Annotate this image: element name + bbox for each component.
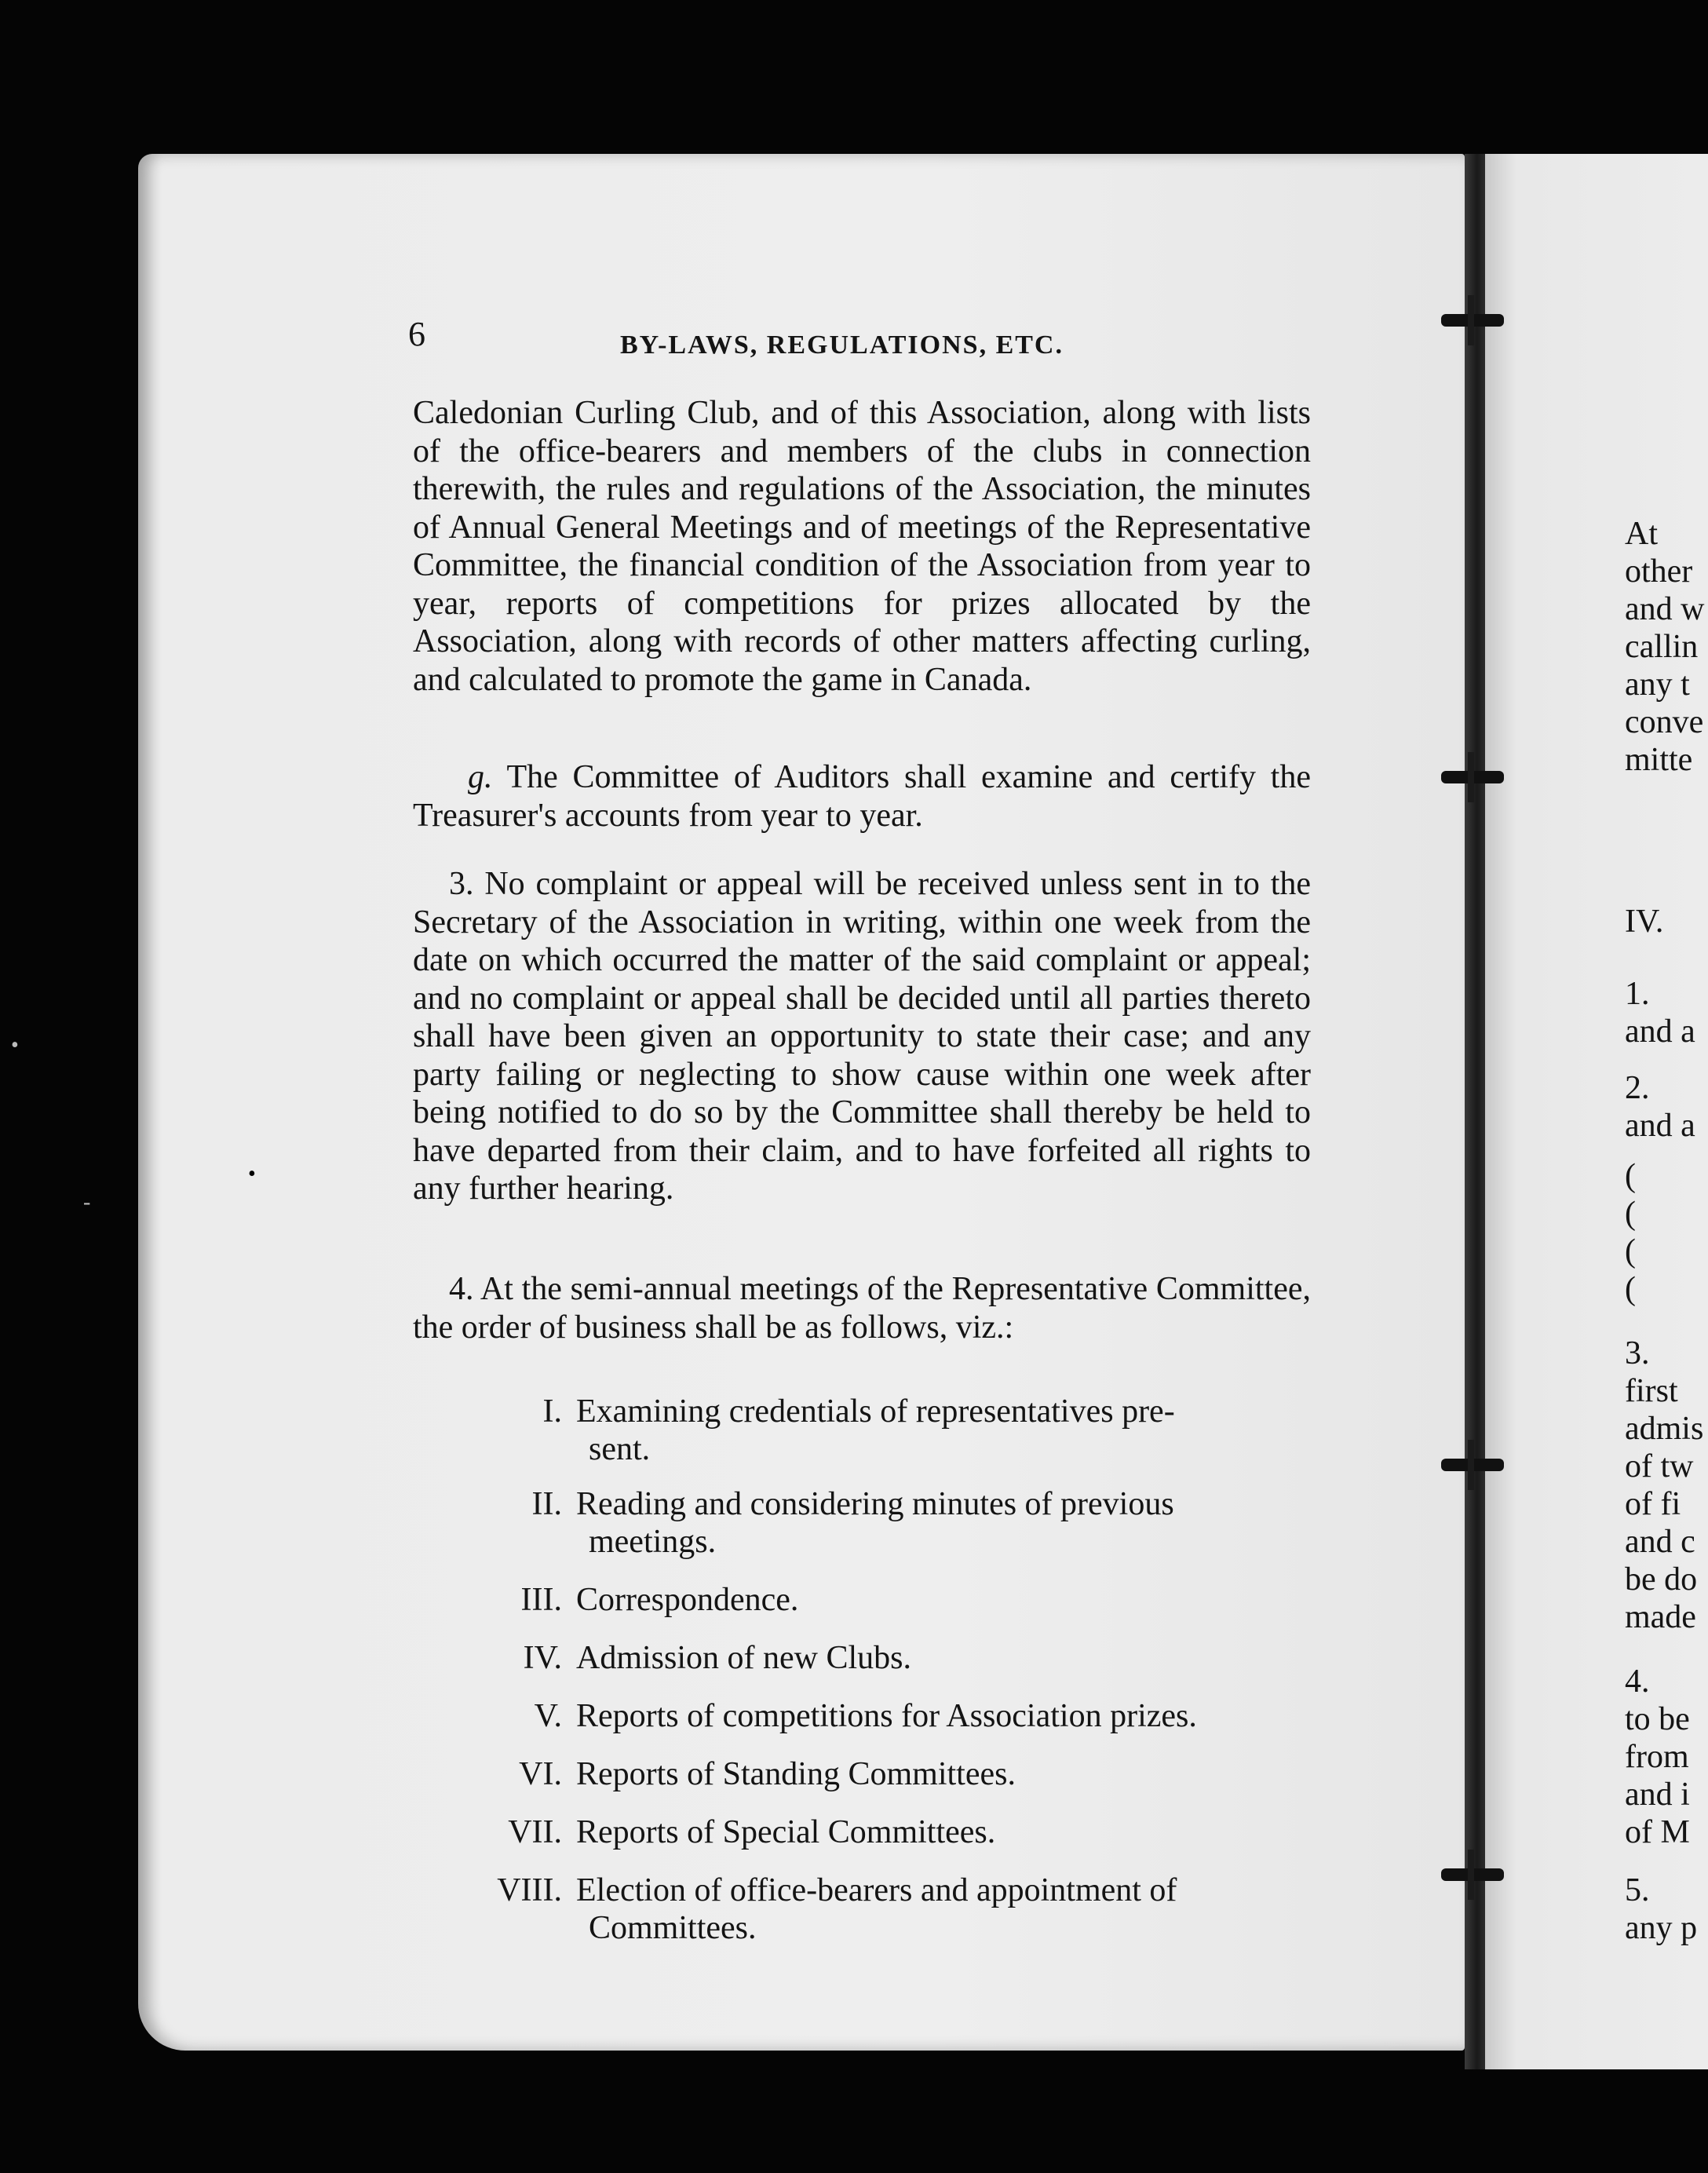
right-page-fragment: 4. [1625,1664,1650,1700]
right-page-fragment: 1. [1625,976,1650,1012]
binding-stitch [1441,771,1504,783]
paragraph-text: 4. At the semi-annual meetings of the Representative Committee, the order of business shall be as follows, viz.: [413,1271,1311,1346]
right-page-fragment: ( [1625,1233,1636,1269]
right-page-fragment: At [1625,516,1658,552]
paragraph-text: The Committee of Auditors shall examine and certify the Treasurer's accounts from year to year. [413,759,1311,834]
paragraph-3 [413,865,1311,1208]
right-page-fragment: IV. [1625,904,1664,940]
list-item [471,1639,1311,1677]
list-text: Reading and considering minutes of previous [576,1486,1174,1522]
running-head: BY-LAWS, REGULATIONS, ETC. [620,331,1064,360]
paragraph-4 [413,1270,1311,1346]
list-text: Election of office-bearers and appointment of [576,1872,1177,1908]
right-page-fragment: to be [1625,1701,1690,1737]
right-page-fragment: 3. [1625,1335,1650,1371]
list-text-continuation: Committees. [589,1910,757,1946]
list-item [471,1393,1311,1468]
list-number: VIII. [497,1872,562,1908]
list-number: III. [520,1582,562,1618]
list-number: V. [534,1698,562,1734]
list-number: II. [531,1486,562,1522]
list-item [471,1697,1311,1735]
paragraph-text: 3. No complaint or appeal will be received unless sent in to the Secretary of the Association in writing, within one week from the date on which occurred the matter of the said complaint or appeal; and no complaint or appeal shall be decided until all parties thereto shall have been given an opportunity to state their case; and any party failing or neglecting to show cause within one week after being notified to do so by the Committee shall thereby be held to have departed from their claim, and to have forfeited all rights to any further hearing. [413,866,1311,1207]
list-text-continuation: sent. [589,1431,651,1467]
list-text: Reports of competitions for Association prizes. [576,1698,1197,1734]
right-page-fragment: ( [1625,1271,1636,1307]
right-page-fragment: any t [1625,667,1690,703]
list-text: Reports of Standing Committees. [576,1756,1016,1792]
right-page-fragment: from [1625,1739,1689,1775]
list-text: Examining credentials of representatives pre- [576,1393,1175,1430]
list-item [471,1872,1311,1947]
right-page-fragment: of M [1625,1814,1690,1850]
right-page-fragment: conve [1625,704,1704,740]
list-number: IV. [523,1640,562,1676]
list-number: I. [542,1393,562,1430]
binding-stitch [1441,1868,1504,1881]
scan-speck: - [83,1190,91,1214]
right-page-fragment: ( [1625,1196,1636,1232]
binding-stitch [1441,1459,1504,1471]
paragraph-g [413,758,1311,835]
right-page-fragment: admis [1625,1411,1704,1447]
scan-speck: • [248,1162,256,1186]
right-page-fragment: be do [1625,1561,1698,1598]
right-page-fragment: 5. [1625,1872,1650,1908]
binding-stitch [1441,314,1504,327]
right-page-fragment: mitte [1625,742,1693,778]
paragraph-continuation [413,394,1311,699]
list-number: VII. [508,1814,562,1850]
right-page-fragment: and a [1625,1013,1695,1050]
list-text: Reports of Special Committees. [576,1814,996,1850]
paragraph-label: g. [468,759,493,795]
right-page-fragment: callin [1625,629,1699,665]
list-number: VI. [519,1756,562,1792]
right-page-fragment: any p [1625,1910,1698,1946]
right-page-fragment: of tw [1625,1448,1694,1485]
paragraph-text: Caledonian Curling Club, and of this Association, along with lists of the office-bearers and members of the clubs in connection therewith, the rules and regulations of the Association, the minutes of Annual General Meetings and of meetings of the Representative Committee, the financial condition of the Association from year to year, reports of competitions for prizes allocated by the Association, along with records of other matters affecting curling, and calculated to promote the game in Canada. [413,395,1311,698]
scan-speck: • [11,1033,19,1057]
right-page-fragment: and a [1625,1108,1695,1144]
right-page-fragment: 2. [1625,1070,1650,1106]
right-page-fragment: ( [1625,1158,1636,1194]
list-item [471,1755,1311,1793]
list-item [471,1485,1311,1561]
list-text-continuation: meetings. [589,1524,717,1560]
book-gutter [1465,154,1485,2069]
right-page-fragment: made [1625,1599,1696,1635]
right-page-fragment: first [1625,1373,1678,1409]
right-page-fragment: of fi [1625,1486,1681,1522]
list-item [471,1581,1311,1619]
right-page-fragment: and i [1625,1777,1690,1813]
right-page-fragment: other [1625,553,1693,590]
list-text: Admission of new Clubs. [576,1640,912,1676]
right-page-fragment: and w [1625,591,1705,627]
right-page-fragment: and c [1625,1524,1695,1560]
page-number: 6 [408,315,425,353]
list-item [471,1813,1311,1851]
list-text: Correspondence. [576,1582,799,1618]
